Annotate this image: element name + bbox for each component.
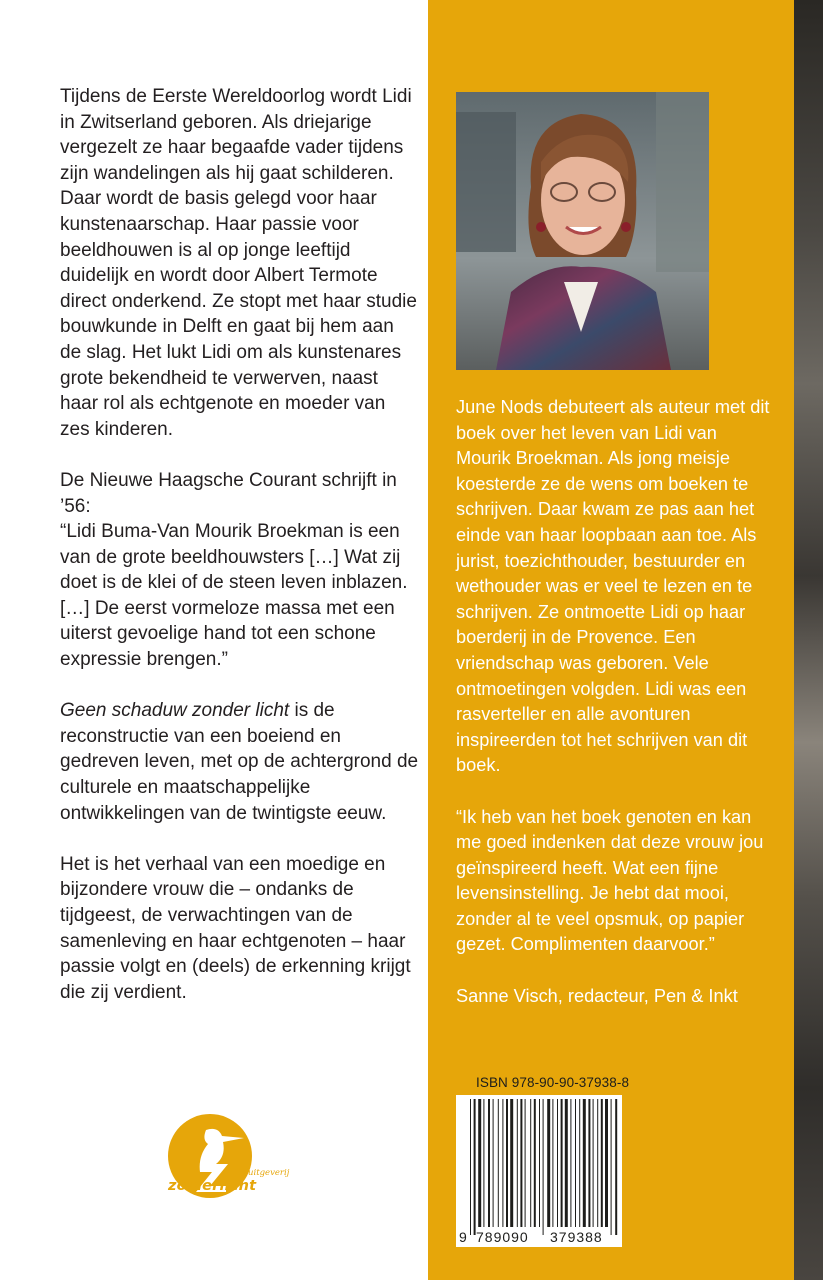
barcode-bar: [525, 1099, 526, 1227]
barcode-bar: [615, 1099, 617, 1235]
barcode-bar: [478, 1099, 481, 1227]
author-text: [456, 395, 776, 1035]
barcode-bar: [483, 1099, 484, 1227]
barcode-bar: [575, 1099, 576, 1227]
barcode-digits-right: 379388: [550, 1229, 603, 1245]
barcode-bar: [539, 1099, 540, 1227]
barcode-bar: [605, 1099, 608, 1227]
barcode-bar: [611, 1099, 612, 1235]
barcode-bar: [534, 1099, 536, 1227]
closing-paragraph: Het is het verhaal van een moedige en bijzondere vrouw die – ondanks de tijdgeest, de verwachtingen van de samenleving en haar echtgenoten – haar passie volgt en (deels) de erkenning krijgt die zij verdient.: [60, 853, 411, 1003]
press-intro: De Nieuwe Haagsche Courant schrijft in ’56:: [60, 469, 397, 517]
barcode-bar: [561, 1099, 563, 1227]
barcode-bar: [502, 1099, 503, 1227]
barcode-bar: [597, 1099, 598, 1227]
barcode-bar: [552, 1099, 553, 1227]
barcode-bar: [493, 1099, 494, 1227]
barcode-bar: [557, 1099, 558, 1227]
blurb-text: [60, 84, 420, 1031]
title-paragraph: [60, 698, 420, 826]
endorsement-quote: “Ik heb van het boek genoten en kan me goed indenken dat deze vrouw jou geïnspireerd heeft. Wat een fijne levensinstelling. Je hebt dat mooi, zonder al te veel opsmuk, op papier gezet. Complimenten daarvoor.”: [456, 806, 764, 955]
barcode-bar: [570, 1099, 571, 1227]
author-portrait: [456, 92, 709, 370]
barcode-bar: [470, 1099, 471, 1235]
barcode-bar: [583, 1099, 586, 1227]
barcode-bar: [565, 1099, 568, 1227]
endorser-credit: Sanne Visch, redacteur, Pen & Inkt: [456, 985, 738, 1006]
barcode-bar: [547, 1099, 550, 1227]
barcode-bar: [498, 1099, 499, 1227]
barcode-bar: [530, 1099, 531, 1227]
barcode-bar: [520, 1099, 522, 1227]
press-quote-block: [60, 468, 420, 673]
isbn-label: ISBN 978-90-90-37938-8: [476, 1075, 630, 1090]
blurb-paragraph-1: Tijdens de Eerste Wereldoorlog wordt Lidi in Zwitserland geboren. Als driejarige vergezelt ze haar begaafde vader tijdens zijn wandelingen als hij gaat schilderen. Daar wordt de basis gelegd voor haar kunstenaarschap. Haar passie voor beeldhouwen is al op jonge leeftijd duidelijk en wordt door Albert Termote direct onderkend. Ze stopt met haar studie bouwkunde in Delft en gaat bij hem aan de slag. Het lukt Lidi om als kunstenares grote bekendheid te verwerven, naast haar rol als echtgenote en moeder van zes kinderen.: [60, 86, 417, 440]
barcode-bar: [588, 1099, 590, 1227]
barcode-bar: [506, 1099, 508, 1227]
publisher-subtitle: uitgeverij: [248, 1168, 290, 1178]
barcode-bar: [601, 1099, 603, 1227]
barcode-bar: [510, 1099, 513, 1227]
author-bio: June Nods debuteert als auteur met dit boek over het leven van Lidi van Mourik Broekman. Als jong meisje koesterde ze de wens om boeken te schrijven. Daar kwam ze pas aan het einde van haar loopbaan aan toe. Als jurist, toezichthouder, bestuurder en wethouder was er veel te lezen en te schrijven. Ze ontmoette Lidi op haar boerderij in de Provence. Een vriendschap was geboren. Vele ontmoetingen volgden. Lidi was een rasverteller en alle avonturen inspireerden tot het schrijven van dit boek.: [456, 397, 770, 776]
spine-photo-strip: [794, 0, 823, 1280]
press-quote: “Lidi Buma-Van Mourik Broekman is een van de grote beeldhouwsters […] Wat zij doet is de klei of de steen leven inblazen. […] De eerst vormeloze massa met een uiterst gevoelige hand tot een schone expressie brengen.”: [60, 521, 408, 671]
barcode-bar: [579, 1099, 580, 1227]
publisher-logo: [166, 1112, 306, 1222]
barcode-bar: [543, 1099, 544, 1235]
publisher-name: zomerlicht: [168, 1178, 257, 1194]
barcode-bar: [593, 1099, 594, 1227]
barcode-digits-left: 789090: [476, 1229, 529, 1245]
book-title: Geen schaduw zonder licht: [60, 700, 290, 722]
barcode-bar: [488, 1099, 490, 1227]
barcode-digit-first: 9: [459, 1229, 467, 1245]
title-sentence: is de reconstructie van een boeiend en gedreven leven, met op de achtergrond de culturele en maatschappelijke ontwikkelingen van de twintigste eeuw.: [60, 700, 419, 824]
barcode: [456, 1095, 622, 1247]
barcode-bar: [474, 1099, 476, 1235]
barcode-bar: [517, 1099, 518, 1227]
